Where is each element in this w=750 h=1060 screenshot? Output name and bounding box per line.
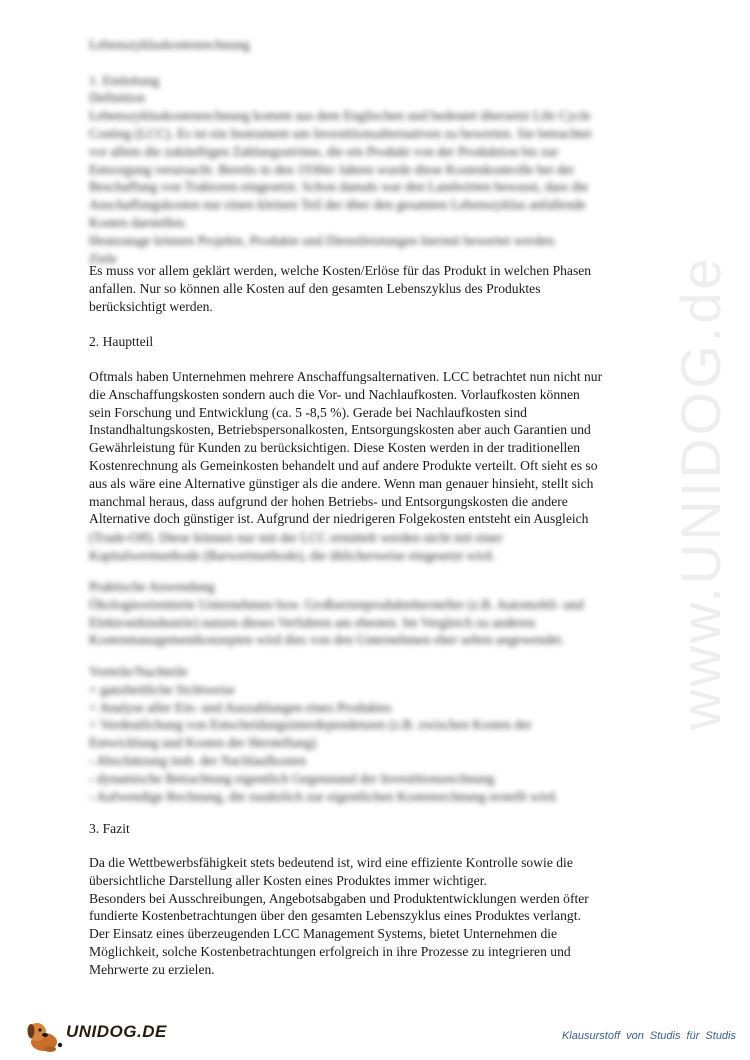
section-1-heading: 1. Einleitung bbox=[89, 72, 160, 88]
unidog-logo[interactable] bbox=[24, 1018, 167, 1054]
paragraph-line: Da die Wettbewerbsfähigkeit stets bedeutend ist, wird eine effiziente Kontrolle sowie die bbox=[89, 855, 573, 870]
paragraph-line: Alternative doch günstiger ist. Aufgrund der niedrigeren Folgekosten entsteht ein Ausgleich bbox=[89, 511, 589, 527]
practice-subheading: Praktische Anwendung bbox=[89, 579, 215, 594]
logo-text: UNIDOG.DE bbox=[66, 1022, 167, 1041]
list-item: + Verdeutlichung von Entscheidungsinterdependenzen (z.B. zwischen Kosten der bbox=[89, 717, 532, 733]
paragraph-line: Der Einsatz eines überzeugenden LCC Management Systems, bietet Unternehmen die bbox=[89, 926, 558, 942]
watermark-text: www.UNIDOG.de bbox=[669, 255, 732, 730]
paragraph-line: aus als wäre eine Alternative günstiger als die andere. Wenn man genauer hinsieht, stellt sich bbox=[89, 475, 594, 491]
definition-subheading: Definition bbox=[89, 90, 145, 106]
conclusion-paragraph bbox=[89, 854, 689, 979]
paragraph-line: Kapitalwertmethode (Barwertmethode), die üblicherweise eingesetzt wird. bbox=[89, 547, 495, 563]
definition-line: Anschaffungskosten nur einen kleinen Teil der über den gesamten Lebenszyklus anfallende bbox=[89, 197, 586, 213]
paragraph-line: Ökologieorientierte Unternehmen bzw. Großserienproduktehersteller (z.B. Automobil- und bbox=[89, 596, 584, 612]
paragraph-line: Mehrwerte zu erzielen. bbox=[89, 961, 215, 977]
pros-cons-subheading: Vorteile/Nachteile bbox=[89, 664, 188, 679]
blurred-intro-section bbox=[89, 36, 669, 267]
definition-line: Entsorgung verursacht. Bereits in den 1930er Jahren wurde diese Kostenkontrolle bei der bbox=[89, 161, 575, 177]
paragraph-line: manchmal heraus, dass aufgrund der hohen Betriebs- und Entsorgungskosten die andere bbox=[89, 493, 568, 509]
paragraph-line: Kostenmanagementkonzepten wird dies von den Unternehmen eher selten angewendet. bbox=[89, 632, 565, 648]
blurred-practice-section bbox=[89, 578, 669, 649]
paragraph-line: übersichtliche Darstellung aller Kosten eines Produktes immer wichtiger. bbox=[89, 872, 487, 888]
paragraph-line: fundierte Kostenbetrachtungen über den gesamten Lebenszyklus eines Produktes verlangt. bbox=[89, 908, 581, 924]
definition-line: Beschaffung von Traktoren eingesetzt. Schon damals war den Landwirten bewusst, dass die bbox=[89, 179, 589, 195]
list-item: - Abschätzung insb. der Nachlaufkosten bbox=[89, 752, 307, 768]
main-section-heading: 2. Hauptteil bbox=[89, 334, 154, 349]
paragraph-line: Kostenrechnung als Gemeinkosten behandelt und auf andere Produkte verteilt. Oft sieht es so bbox=[89, 457, 598, 473]
paragraph-line: Gewährleistung für Kunden zu berücksichtigen. Diese Kosten werden in der traditionellen bbox=[89, 440, 581, 456]
list-item: - dynamische Betrachtung eigentlich Gegenstand der Investitionsrechnung bbox=[89, 770, 495, 786]
goals-paragraph bbox=[89, 262, 669, 315]
list-item: - Aufwendige Rechnung, die zusätzlich zur eigentlichen Kostenrechnung erstellt wird. bbox=[89, 788, 559, 804]
paragraph-line: berücksichtigt werden. bbox=[89, 298, 213, 314]
paragraph-line: die Anschaffungskosten sondern auch die Vor- und Nachlaufkosten. Vorlaufkosten können bbox=[89, 386, 580, 402]
definition-line: vor allem die zukünftigen Zahlungsströme, die ein Produkt von der Produktion bis zur bbox=[89, 143, 559, 159]
paragraph-line: Instandhaltungskosten, Betriebspersonalkosten, Entsorgungskosten aber auch Garantien und bbox=[89, 422, 591, 438]
paragraph-line: Elektronikindustrie) nutzen dieses Verfahren am ehesten. Im Vergleich zu anderen bbox=[89, 614, 536, 630]
paragraph-line: Oftmals haben Unternehmen mehrere Anschaffungsalternativen. LCC betrachtet nun nicht nur bbox=[89, 369, 603, 384]
paragraph-line: Es muss vor allem geklärt werden, welche Kosten/Erlöse für das Produkt in welchen Phasen bbox=[89, 263, 592, 278]
blurred-pros-cons-section bbox=[89, 663, 669, 805]
conclusion-heading: 3. Fazit bbox=[89, 821, 130, 836]
list-item: Entwicklung und Kosten der Herstellung) bbox=[89, 735, 317, 751]
dog-mascot-icon bbox=[24, 1018, 68, 1054]
paragraph-line: anfallen. Nur so können alle Kosten auf den gesamten Lebenszyklus des Produktes bbox=[89, 280, 541, 296]
main-paragraph bbox=[89, 368, 669, 528]
blurred-main-continuation bbox=[89, 529, 669, 565]
definition-line: Lebenszykluskostenrechnung kommt aus dem Englischen und bedeutet übersetzt Life Cycle bbox=[89, 108, 591, 124]
paragraph-line: (Trade-Off). Diese können nur mit der LCC ermittelt werden nicht mit einer bbox=[89, 530, 503, 545]
definition-line: Costing (LCC). Es ist ein Instrument um Investitionsalternativen zu bewerten. Sie betrachtet bbox=[89, 125, 592, 141]
definition-line: Kosten darstellen. bbox=[89, 214, 188, 230]
list-item: + Analyse aller Ein- und Auszahlungen eines Produktes bbox=[89, 699, 392, 715]
paragraph-line: Möglichkeit, solche Kostenbetrachtungen erfolgreich in ihre Prozesse zu integrieren und bbox=[89, 943, 571, 959]
goals-subheading: Ziele bbox=[89, 250, 117, 266]
footer-tagline: Klausurstoff von Studis für Studis bbox=[561, 1030, 736, 1042]
definition-line: Heutzutage können Projekte, Produkte und Dienstleistungen hiermit bewertet werden. bbox=[89, 232, 558, 248]
paragraph-line: sein Forschung und Entwicklung (ca. 5 -8,5 %). Gerade bei Nachlaufkosten sind bbox=[89, 404, 527, 420]
list-item: + ganzheitliche Sichtweise bbox=[89, 681, 235, 697]
doc-title: Lebenszykluskostenrechnung bbox=[89, 37, 250, 52]
paragraph-line: Besonders bei Ausschreibungen, Angebotsabgaben und Produktentwicklungen werden öfter bbox=[89, 890, 589, 906]
